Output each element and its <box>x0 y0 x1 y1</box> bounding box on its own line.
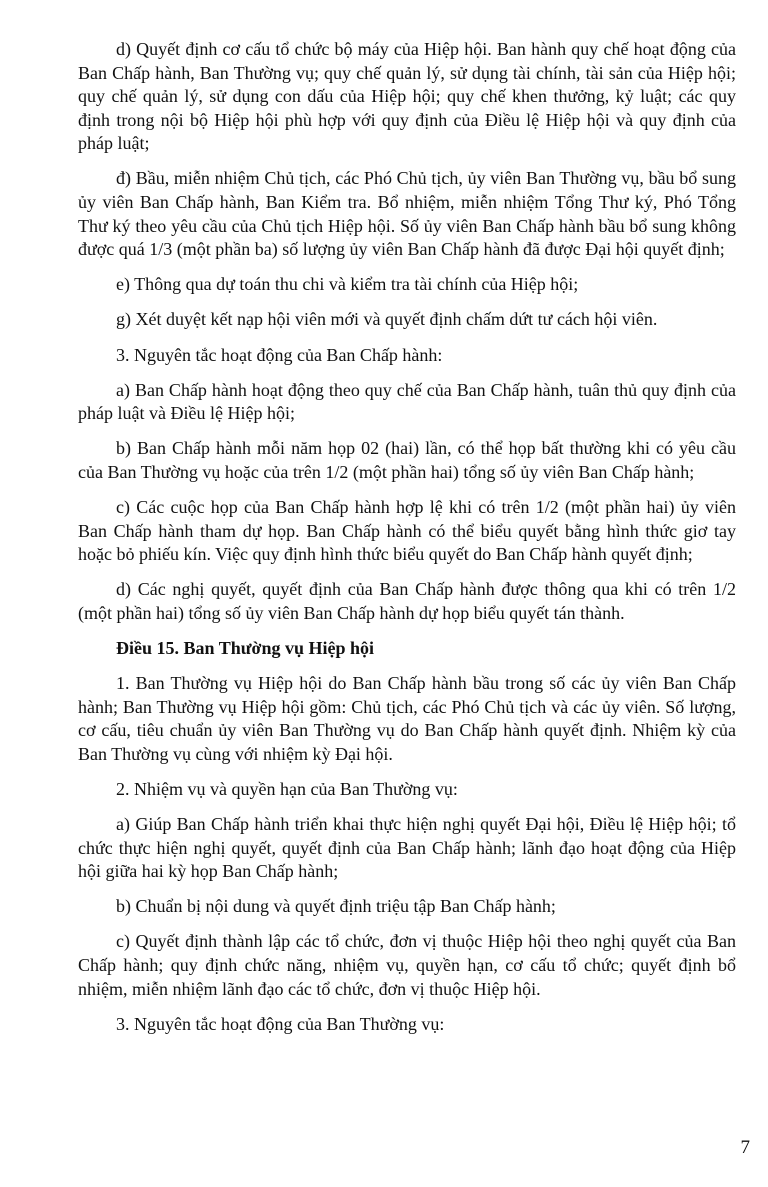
paragraph-c-quorum: c) Các cuộc họp của Ban Chấp hành hợp lệ khi có trên 1/2 (một phần hai) ủy viên Ban Chấp hành tham dự họp. Ban Chấp hành có thể biểu quyết bằng hình thức giơ tay hoặc bỏ phiếu kín. Việc quy định hình thức biểu quyết do Ban Chấp hành quyết định; <box>78 497 736 565</box>
paragraph-g-members: g) Xét duyệt kết nạp hội viên mới và quyết định chấm dứt tư cách hội viên. <box>116 309 658 330</box>
paragraph-a-regulation: a) Ban Chấp hành hoạt động theo quy chế của Ban Chấp hành, tuân thủ quy định của pháp luật và Điều lệ Hiệp hội; <box>78 379 736 424</box>
paragraph-d-resolutions: d) Các nghị quyết, quyết định của Ban Chấp hành được thông qua khi có trên 1/2 (một phần hai) tổng số ủy viên Ban Chấp hành dự họp biểu quyết tán thành. <box>78 579 736 623</box>
paragraph-dd-elect: đ) Bầu, miễn nhiệm Chủ tịch, các Phó Chủ tịch, ủy viên Ban Thường vụ, bầu bổ sung ủy viên Ban Chấp hành, Ban Kiểm tra. Bổ nhiệm, miễn nhiệm Tổng Thư ký, Phó Tổng Thư ký theo yêu cầu của Chủ tịch Hiệp hội. Số ủy viên Ban Chấp hành bầu bổ sung không được quá 1/3 (một phần ba) số lượng ủy viên Ban Chấp hành đã được Đại hội quyết định; <box>78 168 736 260</box>
paragraph-d-structure: d) Quyết định cơ cấu tổ chức bộ máy của Hiệp hội. Ban hành quy chế hoạt động của Ban Chấp hành, Ban Thường vụ; quy chế quản lý, sử dụng tài chính, tài sản của Hiệp hội; quy chế quản lý, sử dụng con dấu của Hiệp hội; quy chế khen thưởng, kỷ luật; các quy định trong nội bộ Hiệp hội phù hợp với quy định của Điều lệ Hiệp hội và quy định của pháp luật; <box>78 39 736 154</box>
paragraph-3-principles: 3. Nguyên tắc hoạt động của Ban Chấp hành: <box>116 344 443 365</box>
document-page <box>78 38 736 1048</box>
paragraph-e-budget: e) Thông qua dự toán thu chi và kiểm tra tài chính của Hiệp hội; <box>116 274 579 295</box>
page-number: 7 <box>740 1137 750 1158</box>
article-15-heading: Điều 15. Ban Thường vụ Hiệp hội <box>116 637 375 658</box>
paragraph-b-meetings: b) Ban Chấp hành mỗi năm họp 02 (hai) lần, có thể họp bất thường khi có yêu cầu của Ban Thường vụ hoặc của trên 1/2 (một phần hai) tổng số ủy viên Ban Chấp hành; <box>78 438 736 482</box>
paragraph-b-prepare: b) Chuẩn bị nội dung và quyết định triệu tập Ban Chấp hành; <box>116 896 556 917</box>
paragraph-2-duties: 2. Nhiệm vụ và quyền hạn của Ban Thường vụ: <box>116 778 458 799</box>
paragraph-3-standing-principles: 3. Nguyên tắc hoạt động của Ban Thường vụ: <box>116 1013 445 1034</box>
paragraph-c-establish: c) Quyết định thành lập các tổ chức, đơn vị thuộc Hiệp hội theo nghị quyết của Ban Chấp hành; quy định chức năng, nhiệm vụ, quyền hạn, cơ cấu tổ chức; quyết định bổ nhiệm, miễn nhiệm lãnh đạo các tổ chức, đơn vị thuộc Hiệp hội. <box>78 931 736 999</box>
paragraph-1-standing-committee: 1. Ban Thường vụ Hiệp hội do Ban Chấp hành bầu trong số các ủy viên Ban Chấp hành; Ban Thường vụ Hiệp hội gồm: Chủ tịch, các Phó Chủ tịch và các ủy viên. Số lượng, cơ cấu, tiêu chuẩn ủy viên Ban Thường vụ do Ban Chấp hành quyết định. Nhiệm kỳ của Ban Thường vụ cùng với nhiệm kỳ Đại hội. <box>78 673 736 764</box>
paragraph-a-assist: a) Giúp Ban Chấp hành triển khai thực hiện nghị quyết Đại hội, Điều lệ Hiệp hội; tổ chức thực hiện nghị quyết, quyết định của Ban Chấp hành; lãnh đạo hoạt động của Hiệp hội giữa hai kỳ họp Ban Chấp hành; <box>78 814 736 882</box>
